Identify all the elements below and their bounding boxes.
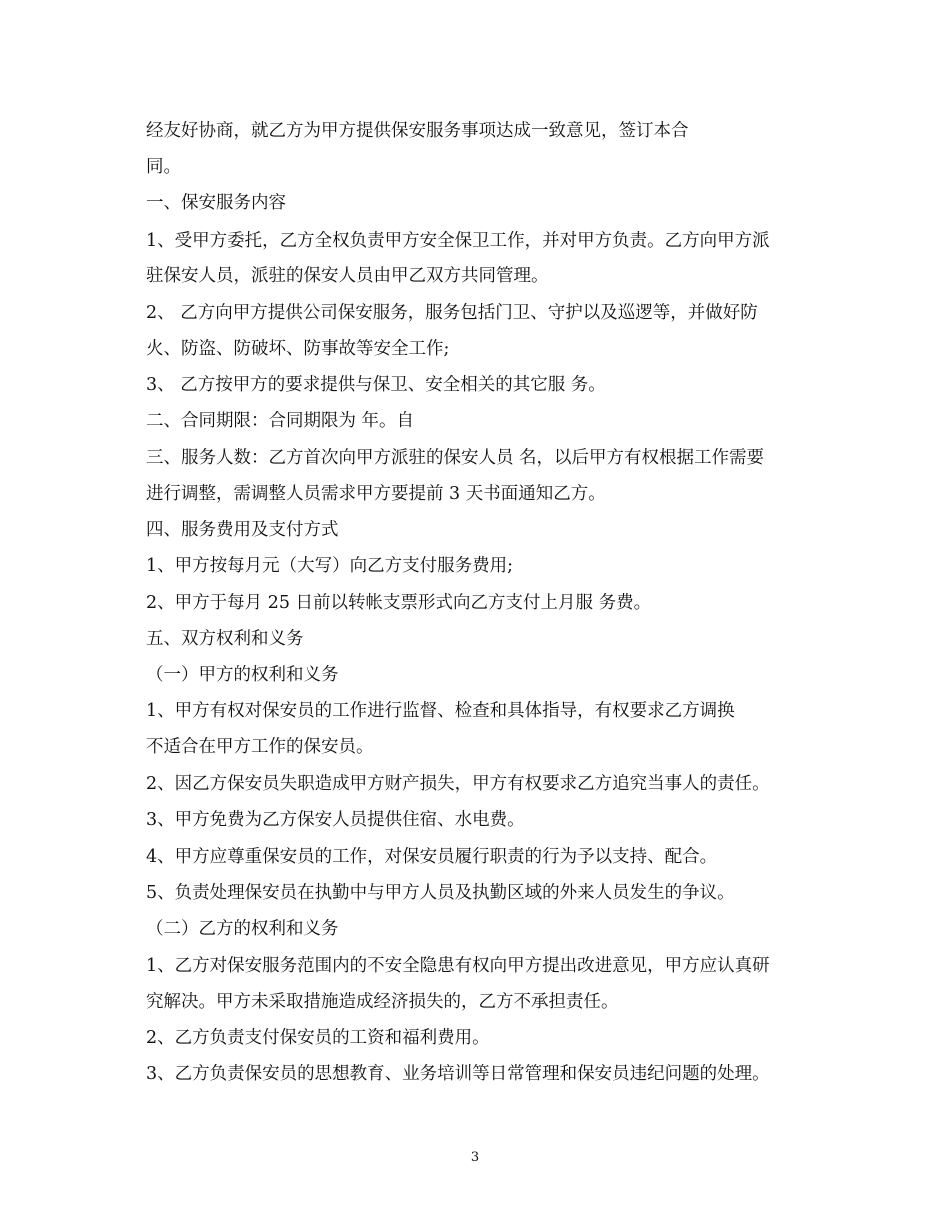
text-line: 同。 [146,157,181,177]
text-line: 1、乙方对保安服务范围内的不安全隐患有权向甲方提出改进意见，甲方应认真研 [146,956,770,976]
text-line: 2、 乙方向甲方提供公司保安服务，服务包括门卫、守护以及巡逻等，并做好防 [146,303,758,323]
section-heading: 一、保安服务内容 [146,193,286,213]
text-line: 2、因乙方保安员失职造成甲方财产损失，甲方有权要求乙方追究当事人的责任。 [146,774,770,794]
text-line: 3、 乙方按甲方的要求提供与保卫、安全相关的其它服 务。 [146,375,606,395]
section-heading: 三、服务人数：乙方首次向甲方派驻的保安人员 名，以后甲方有权根据工作需要 [146,448,765,468]
text-line: 1、甲方按每月元（大写）向乙方支付服务费用; [146,556,514,576]
text-line: 5、负责处理保安员在执勤中与甲方人员及执勤区域的外来人员发生的争议。 [146,883,735,903]
text-line: 2、甲方于每月 25 日前以转帐支票形式向乙方支付上月服 务费。 [146,593,652,613]
text-line: 2、乙方负责支付保安员的工资和福利费用。 [146,1028,490,1048]
subsection-heading: （一）甲方的权利和义务 [146,665,339,685]
text-line: 1、甲方有权对保安员的工作进行监督、检查和具体指导，有权要求乙方调换 [146,701,735,721]
text-line: 经友好协商，就乙方为甲方提供保安服务事项达成一致意见，签订本合 [146,121,689,141]
section-heading: 四、服务费用及支付方式 [146,520,339,540]
text-line: 不适合在甲方工作的保安员。 [146,737,374,757]
text-line: 进行调整，需调整人员需求甲方要提前 3 天书面通知乙方。 [146,484,606,504]
text-line: 3、甲方免费为乙方保安人员提供住宿、水电费。 [146,810,525,830]
text-line: 驻保安人员，派驻的保安人员由甲乙双方共同管理。 [146,266,549,286]
text-line: 究解决。甲方未采取措施造成经济损失的，乙方不承担责任。 [146,992,619,1012]
text-line: 3、乙方负责保安员的思想教育、业务培训等日常管理和保安员违纪问题的处理。 [146,1064,770,1084]
section-heading: 二、合同期限：合同期限为 年。自 [146,411,415,431]
text-line: 火、防盗、防破坏、防事故等安全工作; [146,339,450,359]
page-number: 3 [470,1150,480,1165]
section-heading: 五、双方权利和义务 [146,629,304,649]
subsection-heading: （二）乙方的权利和义务 [146,919,339,939]
text-line: 4、甲方应尊重保安员的工作，对保安员履行职责的行为予以支持、配合。 [146,847,718,867]
text-line: 1、受甲方委托，乙方全权负责甲方安全保卫工作，并对甲方负责。乙方向甲方派 [146,231,770,251]
